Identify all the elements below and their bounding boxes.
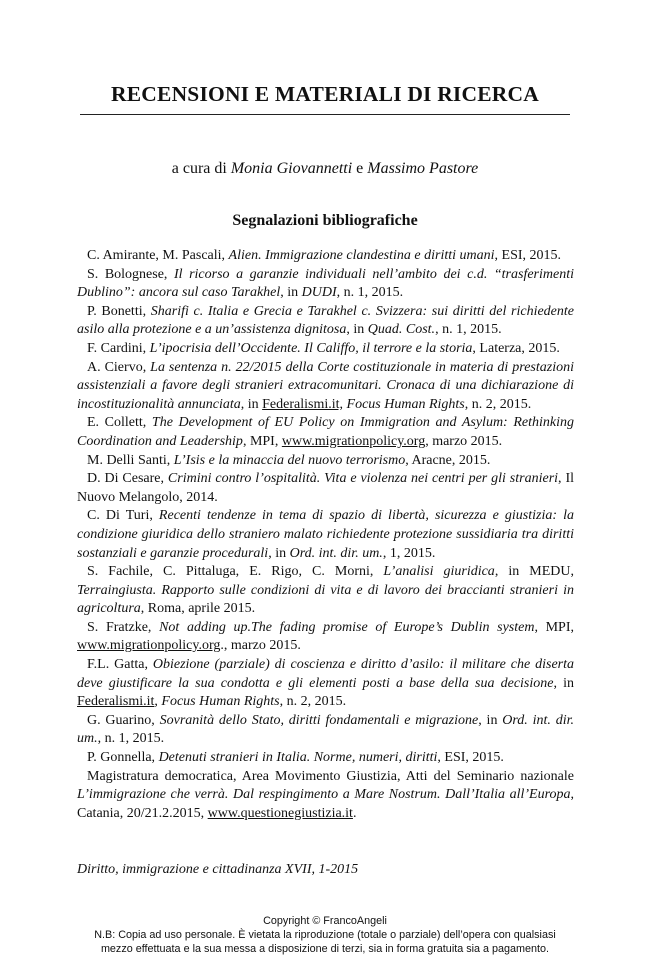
entry-text: . [352,805,357,821]
entry-title: L’Isis e la minaccia del nuovo terrorismo [173,452,406,468]
entry-text: , marzo 2015. [425,433,503,449]
entry-text: S. Bolognese, [87,266,174,282]
title-rule [80,114,570,115]
bibliography-entry [77,507,574,563]
editors-conj: e [356,160,364,177]
entry-text: A. Ciervo, [87,359,151,375]
entry-text: S. Fratzke, [87,619,160,635]
entry-title: L’analisi giuridica [383,564,495,580]
entry-text: Magistratura democratica, Area Movimento Giustizia, Atti del Seminario nazionale [87,768,574,784]
bibliography-entry [77,452,574,471]
bibliography-entry [77,712,574,749]
entry-title: Sovranità dello Stato, diritti fondamentali e migrazione [159,712,479,728]
entry-text: C. Amirante, M. Pascali, [87,248,229,263]
entry-text: , Catania, 20/21.2.2015, [77,787,574,821]
entry-text: P. Gonnella, [87,750,159,766]
entry-text: F.L. Gatta, [87,657,153,673]
entry-text: E. Collett, [87,415,152,431]
entry-text: , Laterza, 2015. [472,340,560,356]
entry-title: Il ricorso a garanzie individuali nell’ambito dei c.d. “trasferimenti Dublino”: ancora sul caso Tarakhel [77,266,574,301]
entry-text: , Roma, aprile 2015. [140,601,256,617]
entry-text: D. Di Cesare, [87,471,168,487]
entry-text: , Aracne, 2015. [405,452,491,468]
entry-title: Not adding up.The fading promise of Europe’s Dublin system [159,619,535,635]
entry-link[interactable]: www.migrationpolicy.org [281,433,426,449]
entry-text: S. Fachile, C. Pittaluga, E. Rigo, C. Morni, [87,564,384,580]
entry-title: L’ipocrisia dell’Occidente. Il Califfo, il terrore e la storia [149,340,473,356]
entry-title: Crimini contro l’ospitalità. Vita e violenza nei centri per gli stranieri [167,471,559,487]
entry-title: Ord. int. dir. um. [77,712,575,747]
entry-title: Focus Human Rights [161,694,280,710]
bibliography-entry [77,656,574,712]
subsection-title: Segnalazioni bibliografiche [232,212,418,229]
section-title: RECENSIONI E MATERIALI DI RICERCA [111,82,539,106]
entry-text: , in MEDU, [494,564,574,580]
bibliography-entry [77,619,574,656]
bibliography-entry [77,359,574,415]
entry-title: Detenuti stranieri in Italia. Norme, numeri, diritti [158,750,438,766]
bibliography-entry [77,247,574,266]
entry-title: Sharifi c. Italia e Grecia e Tarakhel c. Svizzera: sui diritti del richiedente asilo alla protezione e a un’assistenza dignitosa [77,303,574,338]
entry-text: ., marzo 2015. [220,638,301,654]
entry-text: , n. 1, 2015. [97,731,165,747]
entry-text: , Il Nuovo Melangolo, 2014. [77,471,574,505]
entry-text: G. Guarino, [87,712,160,728]
entry-text: M. Delli Santi, [87,452,174,468]
entry-text: , 1, 2015. [382,545,436,561]
entry-title: Terraingiusta. Rapporto sulle condizioni di vita e di lavoro dei braccianti stranieri in agricoltura [77,582,574,617]
copyright-line: Copyright © FrancoAngeli [263,915,387,927]
entry-text: C. Di Turi, [87,508,159,524]
entry-text: , MPI, [534,619,575,635]
entry-text: , n. 1, 2015. [336,285,404,301]
copyright-notice [0,914,650,956]
editor-name: Massimo Pastore [367,160,479,177]
entry-text: , n. 2, 2015. [279,694,347,710]
entry-text: P. Bonetti, [87,303,151,319]
entry-title: DUDI [301,285,337,301]
bibliography-entry [77,768,574,824]
entry-title: Recenti tendenze in tema di spazio di libertà, sicurezza e giustizia: la condizione giuridica dello straniero malato richiedente protezione sussidiaria tra diritti sostanziali e garanzie procedurali [77,508,574,561]
bibliography-entry [77,303,574,340]
entry-title: Focus Human Rights [346,396,465,412]
entry-text: , n. 2, 2015. [464,396,532,412]
entry-text: , in [478,712,503,728]
entry-text: , in [280,285,302,301]
editors-prefix: a cura di [171,160,227,177]
entry-text: , in [240,396,263,412]
entry-title: L’immigrazione che verrà. Dal respingimento a Mare Nostrum. Dall’Italia all’Europa [77,787,571,803]
entry-text: , MPI, [242,433,282,449]
entry-title: Ord. int. dir. um. [289,545,383,561]
bibliography-entry [77,414,574,451]
bibliography-entry [77,266,574,303]
entry-text: , n. 1, 2015. [435,322,502,338]
entry-link[interactable]: Federalismi.it [77,694,155,710]
entry-text: , ESI, 2015. [437,750,504,766]
entry-title: Alien. Immigrazione clandestina e diritti umani [228,248,495,263]
entry-link[interactable]: Federalismi.it, [262,396,344,412]
bibliography-entry [77,470,574,507]
entry-title: The Development of EU Policy on Immigration and Asylum: Rethinking Coordination and Leadership [77,415,574,449]
bibliography-list [77,247,574,823]
entry-title: Quad. Cost. [367,322,436,338]
entry-text: , [154,694,162,710]
bibliography-entry [77,340,574,359]
entry-text: , in [346,322,368,338]
entry-text: F. Cardini, [87,340,150,356]
entry-text: , in [553,675,575,691]
entry-link[interactable]: www.questionegiustizia.it [207,805,353,821]
journal-footer: Diritto, immigrazione e cittadinanza XVII, 1-2015 [77,862,359,877]
editor-name: Monia Giovannetti [230,160,353,177]
entry-link[interactable]: www.migrationpolicy.org [77,638,221,654]
entry-text: , in [268,545,290,561]
copyright-line: mezzo effettuata e la sua messa a disposizione di terzi, sia in forma gratuita sia a pagamento. [100,943,550,955]
entry-text: , ESI, 2015. [494,248,562,263]
copyright-line: N.B: Copia ad uso personale. È vietata la riproduzione (totale o parziale) dell’opera con qualsiasi [94,929,556,941]
entry-title: La sentenza n. 22/2015 della Corte costituzionale in materia di prestazioni assistenziali a favore degli stranieri extracomunitari. Cronaca di una dichiarazione di incostituzionalità annunciata [77,359,574,412]
editors-line [0,160,650,178]
entry-title: Obiezione (parziale) di coscienza e diritto d’asilo: il militare che diserta deve giustificare la sua condotta e gli elementi posti a base della sua decisione [77,657,574,691]
bibliography-entry [77,749,574,768]
bibliography-entry [77,563,574,619]
